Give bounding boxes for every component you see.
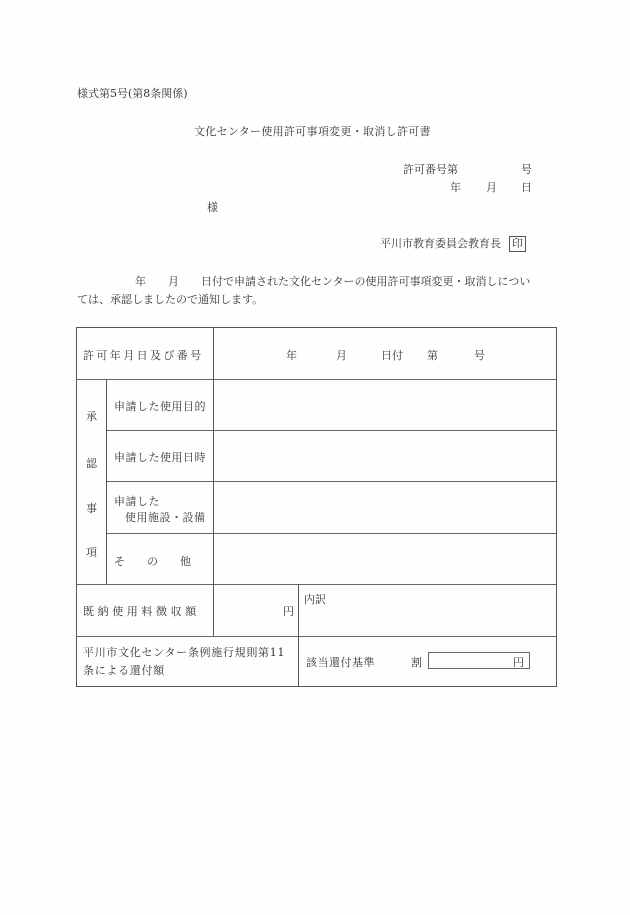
refund-criteria-label: 該当還付基準: [306, 656, 375, 669]
permit-number: [403, 161, 532, 177]
permit-date-number-label: 許可年月日及び番号: [83, 349, 204, 362]
row-divider: [77, 584, 556, 585]
usage-purpose-label: 申請した使用目的: [114, 400, 206, 413]
approval-char: 承: [86, 410, 97, 423]
refund-label-line1: 平川市文化センター条例施行規則第11: [83, 646, 286, 659]
permit-month: 月: [336, 349, 347, 362]
issuer: [380, 235, 526, 252]
notice-line-1: 年 月 日付で申請された文化センターの使用許可事項変更・取消しについ: [135, 275, 531, 288]
date-month: 月: [486, 181, 497, 194]
fee-collected-label: 既納使用料徴収額: [83, 605, 200, 618]
addressee-suffix: 様: [207, 201, 218, 214]
permit-number-label: 許可番号第: [403, 163, 458, 176]
facility-label-line1: 申請した: [114, 495, 160, 508]
usage-purpose-field[interactable]: [214, 380, 556, 430]
permit-table: [76, 327, 557, 687]
date-day: 日: [521, 181, 532, 194]
fee-unit: 円: [283, 605, 294, 618]
breakdown-label: 内訳: [304, 593, 326, 606]
permit-day: 日付: [381, 349, 403, 362]
other-field[interactable]: [214, 534, 556, 584]
issuer-name: 平川市教育委員会教育長: [380, 237, 501, 250]
permit-year: 年: [286, 349, 297, 362]
usage-datetime-field[interactable]: [214, 431, 556, 481]
usage-datetime-label: 申請した使用日時: [114, 451, 206, 464]
permit-no-prefix: 第: [427, 349, 438, 362]
facility-field[interactable]: [214, 482, 556, 533]
approval-char: 事: [86, 502, 97, 515]
notice-line-2: ては、承認しましたので通知します。: [77, 293, 264, 306]
notice-body: [77, 273, 562, 309]
refund-label-line2: 条による還付額: [83, 664, 165, 677]
refund-ratio-unit: 割: [411, 656, 422, 669]
refund-amount-box[interactable]: [428, 652, 530, 669]
permit-number-suffix: 号: [521, 163, 532, 176]
col-divider: [106, 379, 107, 584]
form-number: 様式第5号(第8条関係): [77, 87, 188, 100]
seal-icon: 印: [509, 236, 526, 252]
approval-char: 項: [86, 546, 97, 559]
other-label: そ の 他: [114, 555, 191, 568]
row-divider: [77, 636, 556, 637]
col-divider: [298, 584, 299, 686]
refund-amount-unit: 円: [513, 656, 524, 669]
permit-no-suffix: 号: [474, 349, 485, 362]
facility-label-line2: 使用施設・設備: [125, 511, 206, 524]
approval-char: 認: [86, 457, 97, 470]
date-year: 年: [450, 181, 461, 194]
document-title: 文化センター使用許可事項変更・取消し許可書: [194, 125, 431, 138]
